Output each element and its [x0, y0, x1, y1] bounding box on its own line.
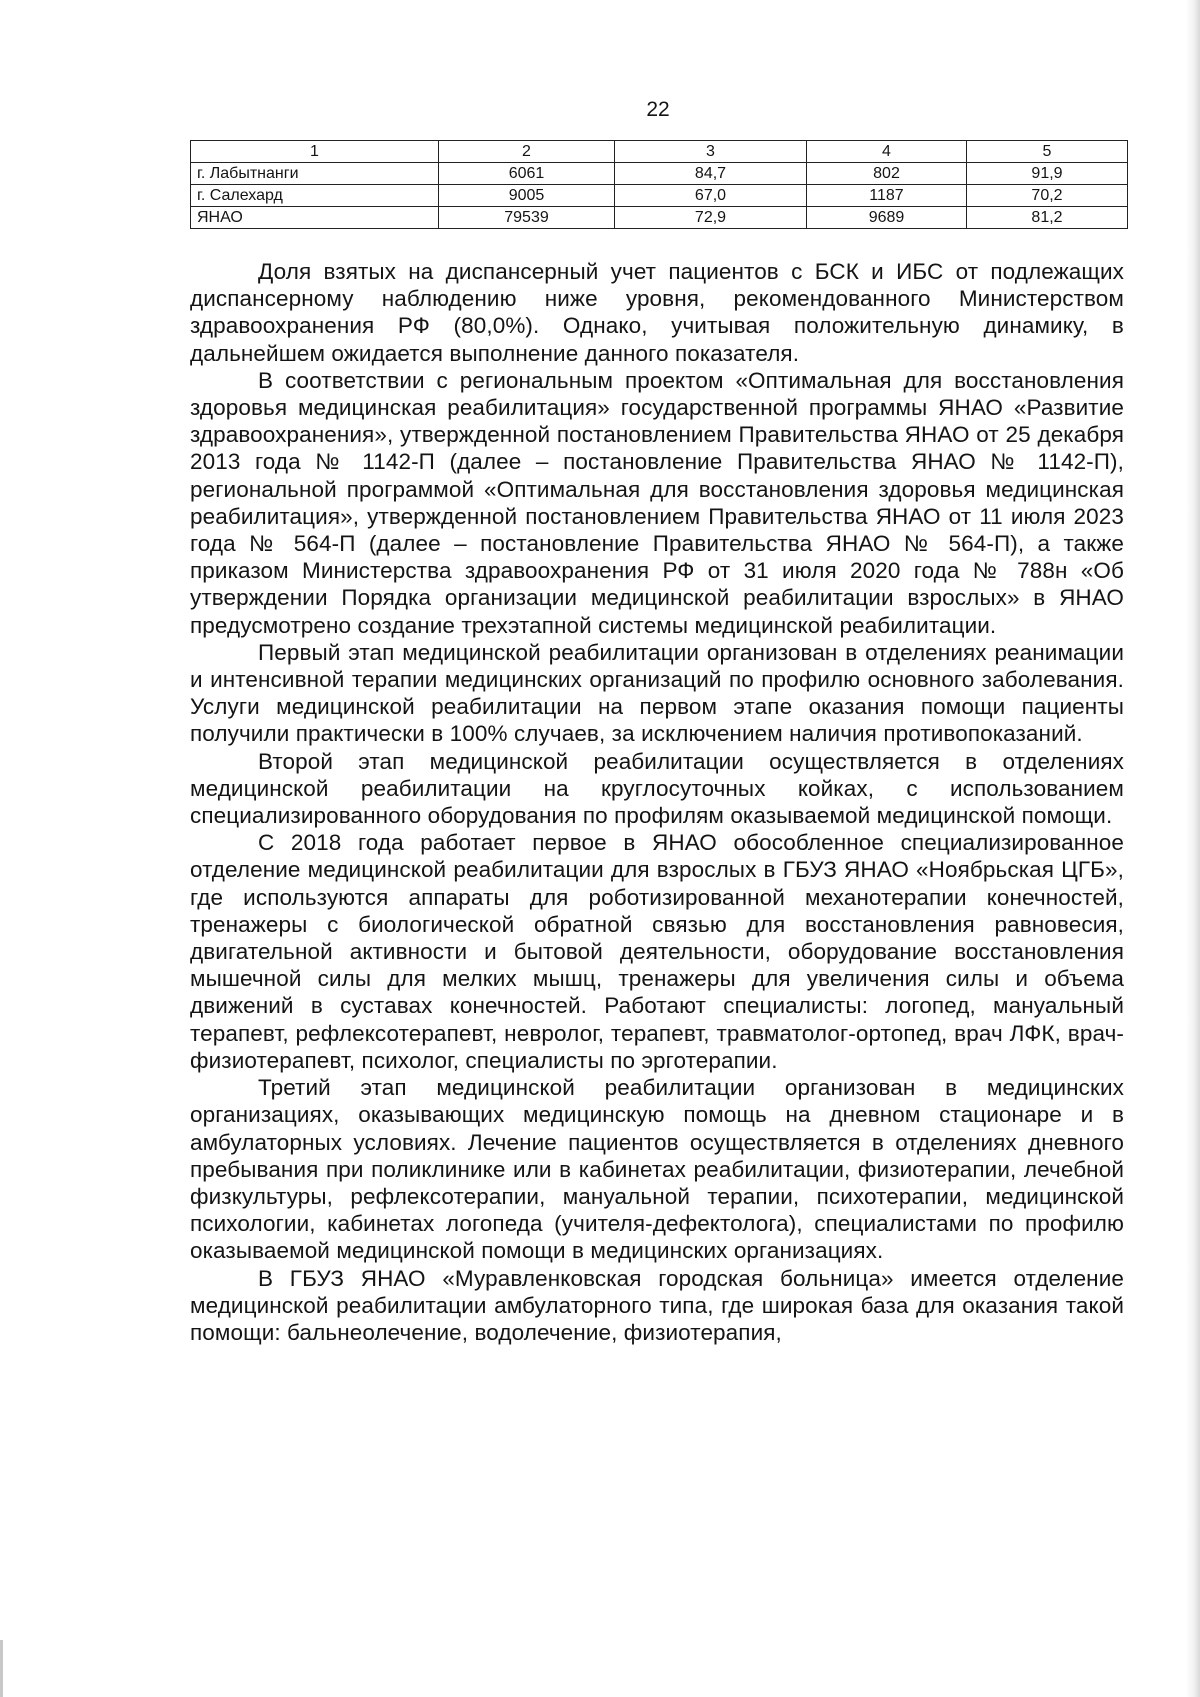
table-header-cell: 5 [967, 141, 1128, 163]
paragraph-third-stage: Третий этап медицинской реабилитации организован в медицинских организациях, оказывающих медицинскую помощь на дневном стационаре и в амбулаторных условиях. Лечение пациентов осуществляется в отделениях дневного пребывания при поликлинике или в кабинетах реабилитации, физиотерапии, лечебной физкультуры, рефлексотерапии, мануальной терапии, психотерапии, медицинской психологии, кабинетах логопеда (учителя-дефектолога), специалистами по профилю оказываемой медицинской помощи в медицинских организациях. [190, 1075, 1124, 1264]
table-cell: 67,0 [615, 185, 807, 207]
table-cell: 84,7 [615, 163, 807, 185]
body-text [190, 258, 1124, 1346]
table-header-row [191, 141, 1128, 163]
paragraph-first-stage: Первый этап медицинской реабилитации организован в отделениях реанимации и интенсивной терапии медицинских организаций по профилю основного заболевания. Услуги медицинской реабилитации на первом этапе оказания помощи пациенты получили практически в 100% случаев, за исключением наличия противопоказаний. [190, 639, 1124, 747]
table-header-cell: 2 [439, 141, 615, 163]
paragraph-second-stage: Второй этап медицинской реабилитации осуществляется в отделениях медицинской реабилитации на круглосуточных койках, с использованием специализированного оборудования по профилям оказываемой медицинской помощи. [190, 748, 1124, 829]
table-row [191, 207, 1128, 229]
table-cell: 6061 [439, 163, 615, 185]
table-cell: 9689 [807, 207, 967, 229]
table-cell-territory: г. Салехард [191, 185, 439, 207]
table-header-cell: 4 [807, 141, 967, 163]
table-cell: 1187 [807, 185, 967, 207]
table-cell: 79539 [439, 207, 615, 229]
scan-edge-mark [0, 1640, 3, 1697]
page-number: 22 [646, 98, 670, 121]
table-row [191, 185, 1128, 207]
data-table [190, 140, 1128, 229]
table-cell: 81,2 [967, 207, 1128, 229]
table-cell: 70,2 [967, 185, 1128, 207]
table-header-cell: 1 [191, 141, 439, 163]
table-cell: 72,9 [615, 207, 807, 229]
table-cell: 802 [807, 163, 967, 185]
paragraph-muravlenko-hospital: В ГБУЗ ЯНАО «Муравленковская городская больница» имеется отделение медицинской реабилитации амбулаторного типа, где широкая база для оказания такой помощи: бальнеолечение, водолечение, физиотерапия, [190, 1265, 1124, 1345]
table-cell: 9005 [439, 185, 615, 207]
table-header-cell: 3 [615, 141, 807, 163]
paragraph-noyabrsk-department: С 2018 года работает первое в ЯНАО обособленное специализированное отделение медицинской реабилитации для взрослых в ГБУЗ ЯНАО «Ноябрьская ЦГБ», где используются аппараты для роботизированной механотерапии конечностей, тренажеры с биологической обратной связью для восстановления равновесия, двигательной активности и бытовой деятельности, оборудование восстановления мышечной силы для мелких мышц, тренажеры для увеличения силы и объема движений в суставах конечностей. Работают специалисты: логопед, мануальный терапевт, рефлексотерапевт, невролог, терапевт, травматолог-ортопед, врач ЛФК, врач-физиотерапевт, психолог, специалисты по эрготерапии. [190, 830, 1124, 1073]
page-edge-shadow [1186, 0, 1200, 1697]
paragraph-regional-project: В соответствии с региональным проектом «Оптимальная для восстановления здоровья медицинская реабилитация» государственной программы ЯНАО «Развитие здравоохранения», утвержденной постановлением Правительства ЯНАО от 25 декабря 2013 года № 1142-П (далее – постановление Правительства ЯНАО № 1142-П), региональной программой «Оптимальная для восстановления здоровья медицинская реабилитация», утвержденной постановлением Правительства ЯНАО от 11 июля 2023 года № 564-П (далее – постановление Правительства ЯНАО № 564-П), а также приказом Министерства здравоохранения РФ от 31 июля 2020 года № 788н «Об утверждении Порядка организации медицинской реабилитации взрослых» в ЯНАО предусмотрено создание трехэтапной системы медицинской реабилитации. [190, 367, 1124, 638]
paragraph-dispensary-share: Доля взятых на диспансерный учет пациентов с БСК и ИБС от подлежащих диспансерному наблюдению ниже уровня, рекомендованного Министерством здравоохранения РФ (80,0%). Однако, учитывая положительную динамику, в дальнейшем ожидается выполнение данного показателя. [190, 259, 1124, 366]
table-row [191, 163, 1128, 185]
table-cell-territory: г. Лабытнанги [191, 163, 439, 185]
table-cell: 91,9 [967, 163, 1128, 185]
table-cell-territory: ЯНАО [191, 207, 439, 229]
